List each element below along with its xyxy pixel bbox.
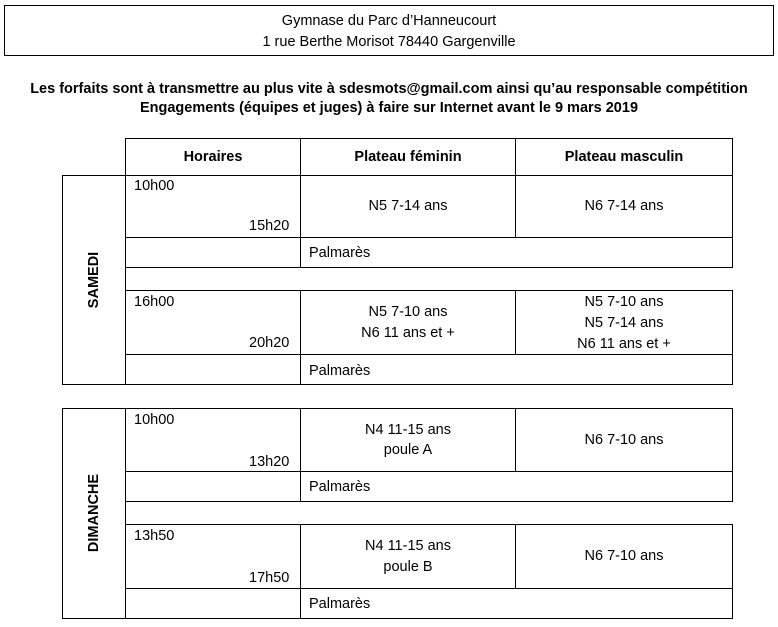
notice-line-2: Engagements (équipes et juges) à faire sur Internet avant le 9 mars 2019: [139, 100, 639, 116]
session-end-time: 15h20: [249, 218, 290, 234]
header-plateau-masculin: Plateau masculin: [564, 149, 684, 165]
masculin-level: N6 7-10 ans: [584, 432, 664, 448]
masculin-level: N5 7-10 ans: [584, 294, 664, 310]
masculin-level: N6 7-10 ans: [584, 548, 664, 564]
session-start-time: 10h00: [134, 178, 175, 194]
feminin-group: poule A: [383, 442, 433, 458]
palmares-label: Palmarès: [309, 479, 371, 495]
header-horaires: Horaires: [183, 149, 243, 165]
masculin-level: N5 7-14 ans: [584, 315, 664, 331]
feminin-level: N5 7-10 ans: [368, 304, 448, 320]
session-end-time: 17h50: [249, 570, 290, 586]
day-label-dimanche: DIMANCHE: [86, 473, 102, 553]
palmares-label: Palmarès: [309, 363, 371, 379]
session-end-time: 13h20: [249, 454, 290, 470]
session-end-time: 20h20: [249, 335, 290, 351]
feminin-group: poule B: [383, 559, 433, 575]
feminin-level: N6 11 ans et +: [361, 325, 455, 341]
session-block: [125, 175, 733, 268]
venue-name: Gymnase du Parc d’Hanneucourt: [281, 13, 497, 29]
session-start-time: 13h50: [134, 528, 175, 544]
venue-address: 1 rue Berthe Morisot 78440 Gargenville: [262, 34, 516, 50]
feminin-level: N4 11-15 ans: [365, 538, 451, 554]
session-start-time: 10h00: [134, 412, 175, 428]
day-label-samedi: SAMEDI: [86, 251, 102, 309]
palmares-label: Palmarès: [309, 596, 371, 612]
session-start-time: 16h00: [134, 294, 175, 310]
masculin-level: N6 11 ans et +: [577, 336, 671, 352]
notice-line-1: Les forfaits sont à transmettre au plus vite à sdesmots@gmail.com ainsi qu’au responsable compétition: [30, 81, 748, 97]
header-plateau-feminin: Plateau féminin: [354, 149, 462, 165]
masculin-level: N6 7-14 ans: [584, 198, 664, 214]
feminin-level: N4 11-15 ans: [365, 422, 451, 438]
feminin-level: N5 7-14 ans: [368, 198, 448, 214]
palmares-label: Palmarès: [309, 245, 371, 261]
